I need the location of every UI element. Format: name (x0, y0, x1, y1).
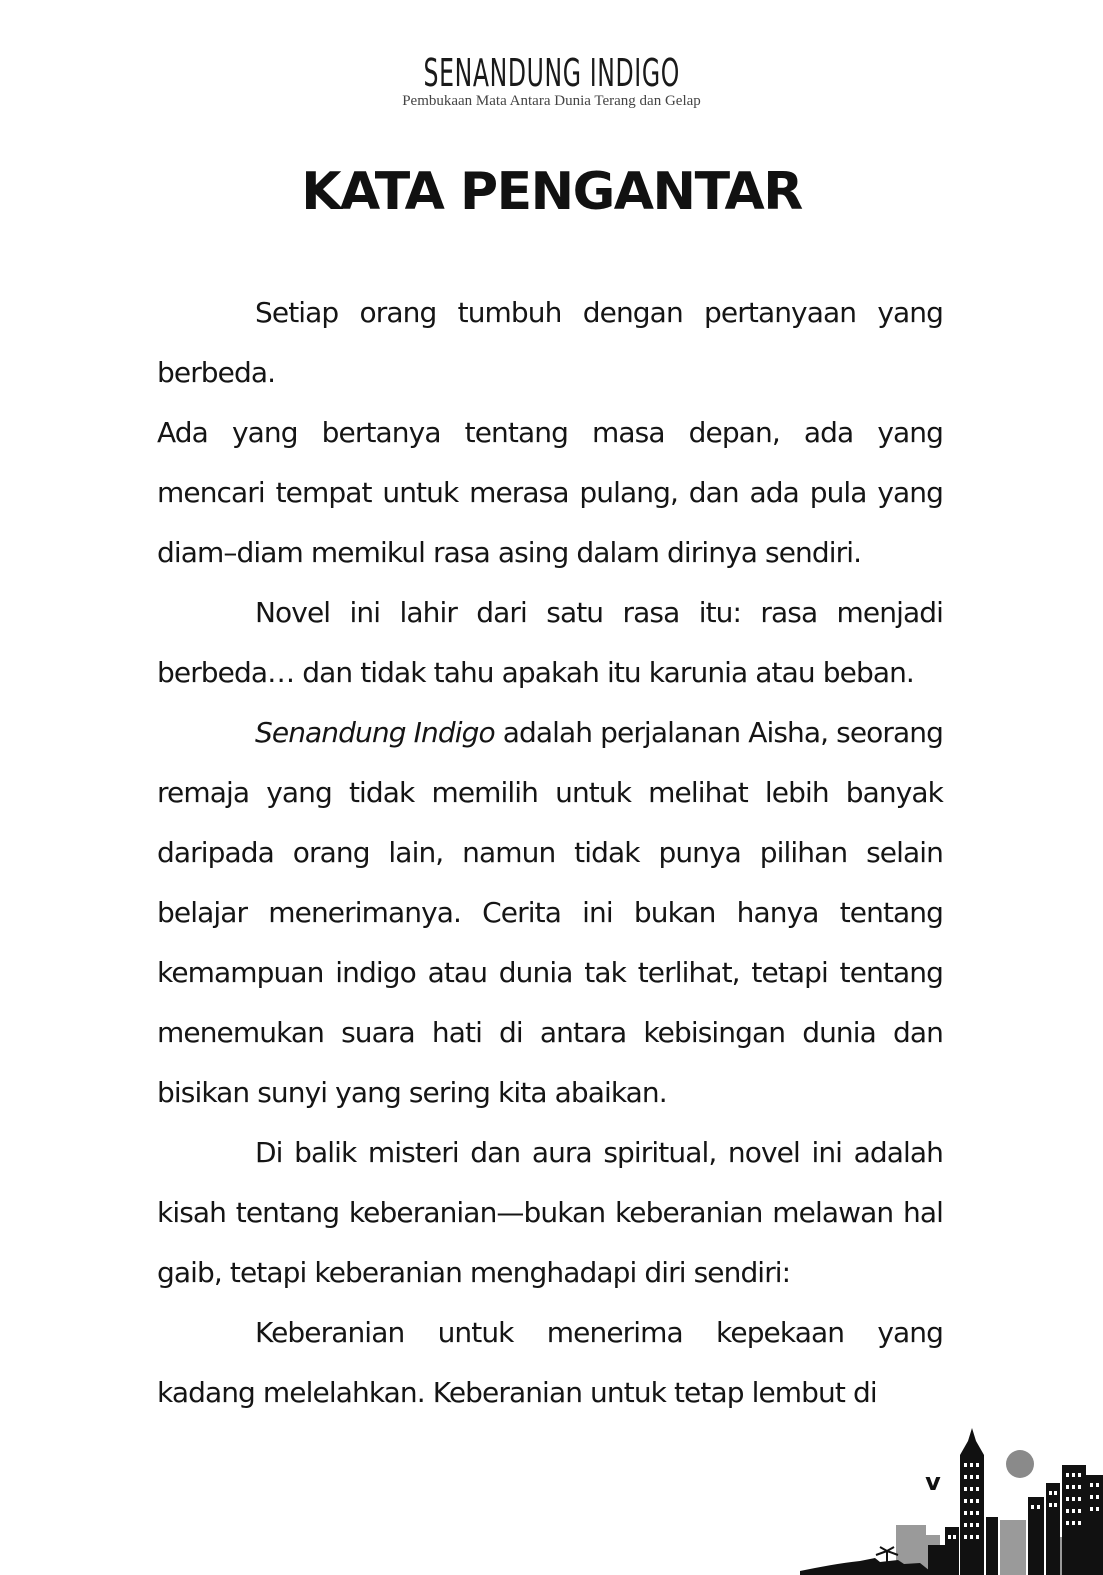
skyline-buildings (800, 1428, 1103, 1575)
book-subtitle: Pembukaan Mata Antara Dunia Terang dan Gelap (402, 93, 701, 109)
paragraph: Di balik misteri dan aura spiritual, novel ini adalah kisah tentang keberanian—bukan keberanian melawan hal gaib, tetapi keberanian menghadapi diri sendiri: (157, 1136, 943, 1289)
paragraph: Ada yang bertanya tentang masa depan, ada yang mencari tempat untuk merasa pulang, dan ada pula yang diam–diam memikul rasa asing dalam dirinya sendiri. (157, 416, 943, 569)
body-text (157, 283, 943, 1423)
chapter-title: KATA PENGANTAR (301, 162, 802, 222)
paragraph: Keberanian untuk menerima kepekaan yang kadang melelahkan. Keberanian untuk tetap lembut di (157, 1316, 943, 1409)
paragraph-text: adalah perjalanan Aisha, seorang remaja yang tidak memilih untuk melihat lebih banyak daripada orang lain, namun tidak punya pilihan selain belajar menerimanya. Cerita ini bukan hanya tentang kemampuan indigo atau dunia tak terlihat, tetapi tentang menemukan suara hati di antara kebisingan dunia dan bisikan sunyi yang sering kita abaikan. (157, 716, 943, 1109)
paragraph: Novel ini lahir dari satu rasa itu: rasa menjadi berbeda… dan tidak tahu apakah itu karunia atau beban. (157, 596, 943, 689)
paragraph: Setiap orang tumbuh dengan pertanyaan yang berbeda. (157, 296, 943, 389)
city-skyline-icon (800, 1425, 1103, 1575)
book-title: SENANDUNG INDIGO (423, 51, 680, 95)
running-header (0, 52, 1103, 110)
moon-icon (1006, 1450, 1034, 1478)
paragraph (157, 703, 943, 1123)
page-number: v (925, 1468, 941, 1496)
book-title-italic: Senandung Indigo (255, 716, 495, 749)
